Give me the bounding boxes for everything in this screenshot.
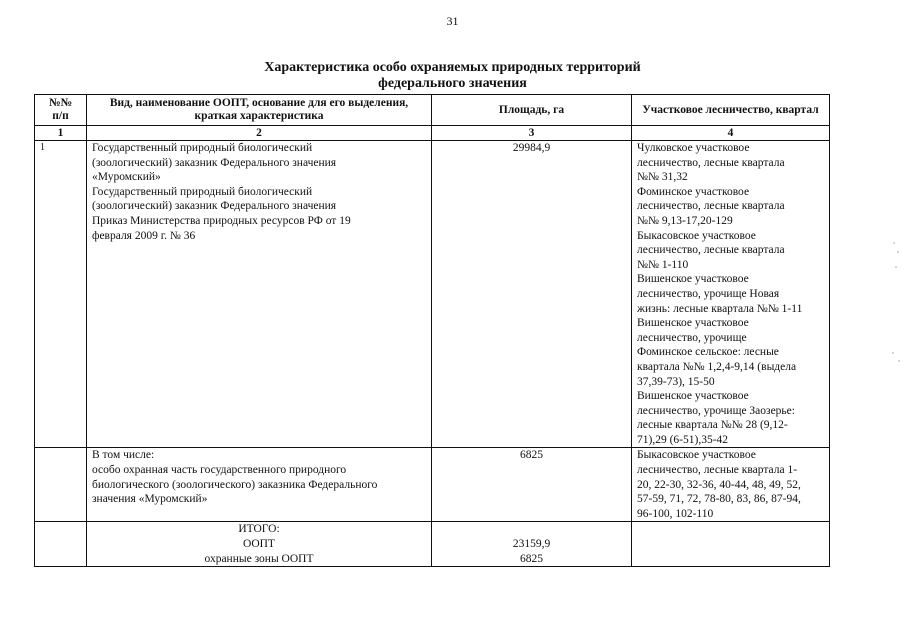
title-line-2: федерального значения (378, 76, 527, 91)
totals-oopt-label: ООПТ (243, 538, 275, 551)
scan-speck (892, 352, 894, 354)
document-title (0, 60, 905, 92)
row-number (35, 448, 87, 522)
header-number: №№ п/п (35, 95, 87, 126)
protected-areas-table (34, 94, 830, 567)
totals-labels (87, 522, 432, 567)
row-area: 6825 (432, 448, 632, 522)
row-forestry: Чулковское участковое лесничество, лесные квартала №№ 31,32 Фоминское участковое лесничество, лесные квартала №№ 9,13-17,20-129 Быкасовское участковое лесничество, лесные квартала №№ 1-110 Вишенское участковое лесничество, урочище Новая жизнь: лесные квартала №№ 1-11 Вишенское участковое лесничество, урочище Фоминское сельское: лесные квартала №№ 1,2,4-9,14 (выдела 37,39-73), 15-50 Вишенское участковое лесничество, урочище Заозерье: лесные квартала №№ 28 (9,12- 71),29 (6-51),35-42 (632, 141, 830, 448)
column-number-1: 1 (35, 126, 87, 141)
table-row (35, 141, 830, 448)
column-number-4: 4 (632, 126, 830, 141)
row-description: Государственный природный биологический (зоологический) заказник Федерального значения «Муромский» Государственный природный биологический (зоологический) заказник Федерального значения Приказ Министерства природных ресурсов РФ от 19 февраля 2009 г. № 36 (87, 141, 432, 448)
totals-label: ИТОГО: (238, 523, 280, 536)
totals-values (432, 522, 632, 567)
scan-speck (895, 266, 897, 268)
header-forestry: Участковое лесничество, квартал (632, 95, 830, 126)
title-line-1: Характеристика особо охраняемых природных территорий (264, 60, 641, 75)
scan-speck (893, 242, 895, 244)
header-row (35, 95, 830, 126)
column-number-2: 2 (87, 126, 432, 141)
scan-speck (898, 360, 900, 362)
table-row (35, 448, 830, 522)
row-area: 29984,9 (432, 141, 632, 448)
row-description: В том числе: особо охранная часть государственного природного биологического (зоологического) заказника Федерального значения «Муромский» (87, 448, 432, 522)
totals-forestry (632, 522, 830, 567)
header-area: Площадь, га (432, 95, 632, 126)
totals-oopt-value: 23159,9 (512, 538, 551, 551)
page-number: 31 (446, 14, 459, 28)
column-number-row (35, 126, 830, 141)
column-number-3: 3 (432, 126, 632, 141)
row-number: 1 (35, 141, 87, 448)
scan-speck (897, 251, 899, 253)
header-description: Вид, наименование ООПТ, основание для его выделения, краткая характеристика (87, 95, 432, 126)
totals-row (35, 522, 830, 567)
totals-number (35, 522, 87, 567)
row-forestry: Быкасовское участковое лесничество, лесные квартала 1- 20, 22-30, 32-36, 40-44, 48, 49, 52, 57-59, 71, 72, 78-80, 83, 86, 87-94, 96-100, 102-110 (632, 448, 830, 522)
totals-zones-value: 6825 (520, 552, 543, 565)
totals-zones-label: охранные зоны ООПТ (204, 552, 314, 565)
